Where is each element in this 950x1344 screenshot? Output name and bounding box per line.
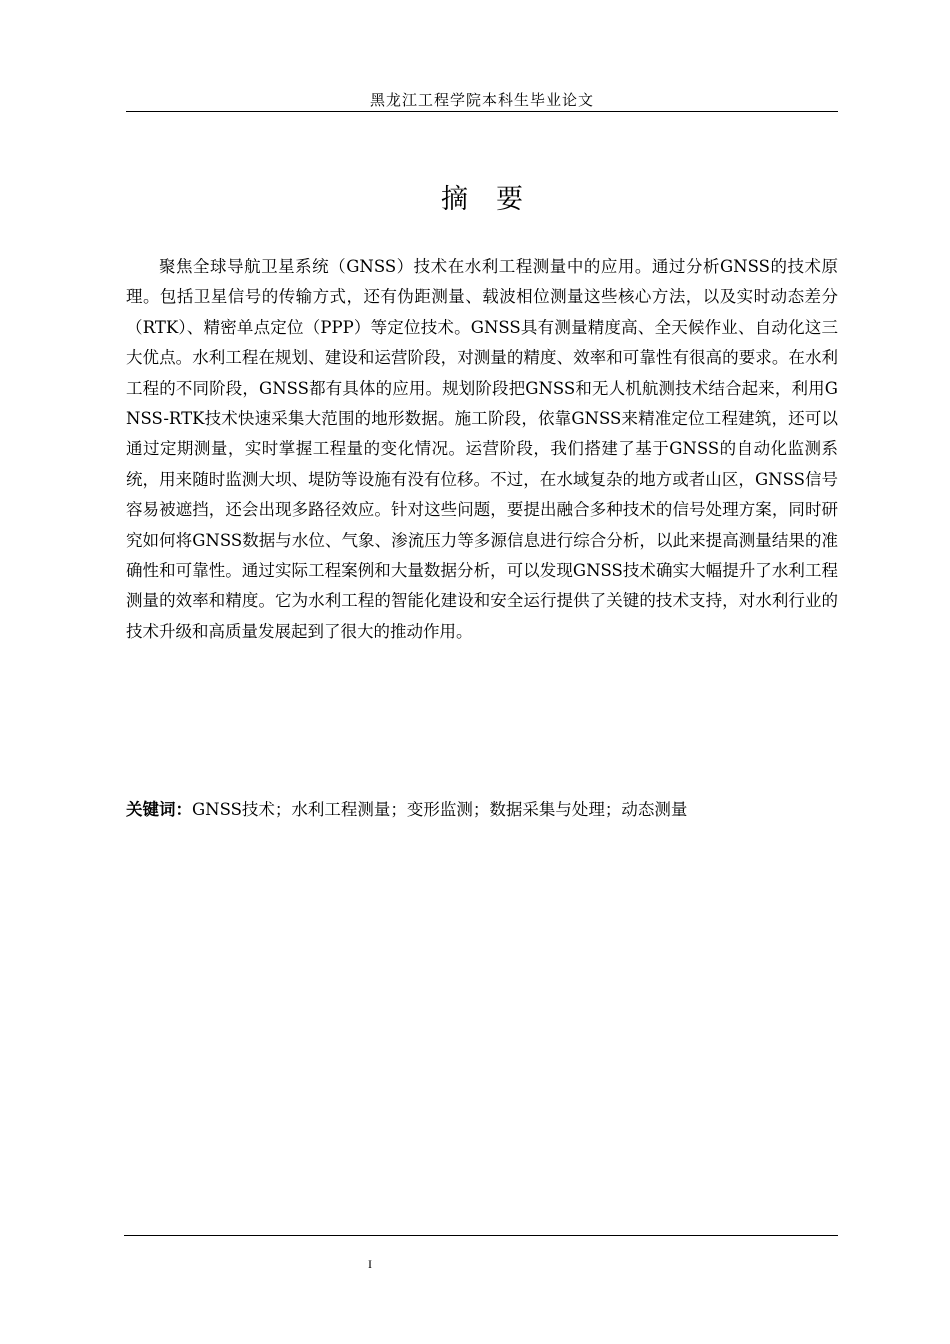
abstract-body-paragraph: 聚焦全球导航卫星系统（GNSS）技术在水利工程测量中的应用。通过分析GNSS的技术原理。包括卫星信号的传输方式，还有伪距测量、载波相位测量这些核心方法，以及实时动态差分（RTK）、精密单点定位（PPP）等定位技术。GNSS具有测量精度高、全天候作业、自动化这三大优点。水利工程在规划、建设和运营阶段，对测量的精度、效率和可靠性有很高的要求。在水利工程的不同阶段，GNSS都有具体的应用。规划阶段把GNSS和无人机航测技术结合起来，利用GNSS-RTK技术快速采集大范围的地形数据。施工阶段，依靠GNSS来精准定位工程建筑，还可以通过定期测量，实时掌握工程量的变化情况。运营阶段，我们搭建了基于GNSS的自动化监测系统，用来随时监测大坝、堤防等设施有没有位移。不过，在水域复杂的地方或者山区，GNSS信号容易被遮挡，还会出现多路径效应。针对这些问题，要提出融合多种技术的信号处理方案，同时研究如何将GNSS数据与水位、气象、渗流压力等多源信息进行综合分析，以此来提高测量结果的准确性和可靠性。通过实际工程案例和大量数据分析，可以发现GNSS技术确实大幅提升了水利工程测量的效率和精度。它为水利工程的智能化建设和安全运行提供了关键的技术支持，对水利行业的技术升级和高质量发展起到了很大的推动作用。 <box>126 257 838 641</box>
keywords-line <box>126 795 838 825</box>
running-header-title: 黑龙江工程学院本科生毕业论文 <box>369 91 594 109</box>
keywords-label: 关键词： <box>126 800 192 819</box>
page-number: I <box>368 1257 372 1271</box>
header-divider <box>126 111 838 112</box>
abstract-heading-char-1: 摘 <box>441 184 468 215</box>
footer-divider <box>124 1235 838 1236</box>
keywords-text: GNSS技术；水利工程测量；变形监测；数据采集与处理；动态测量 <box>192 800 688 819</box>
abstract-heading <box>126 180 838 220</box>
abstract-heading-char-2: 要 <box>496 184 523 215</box>
